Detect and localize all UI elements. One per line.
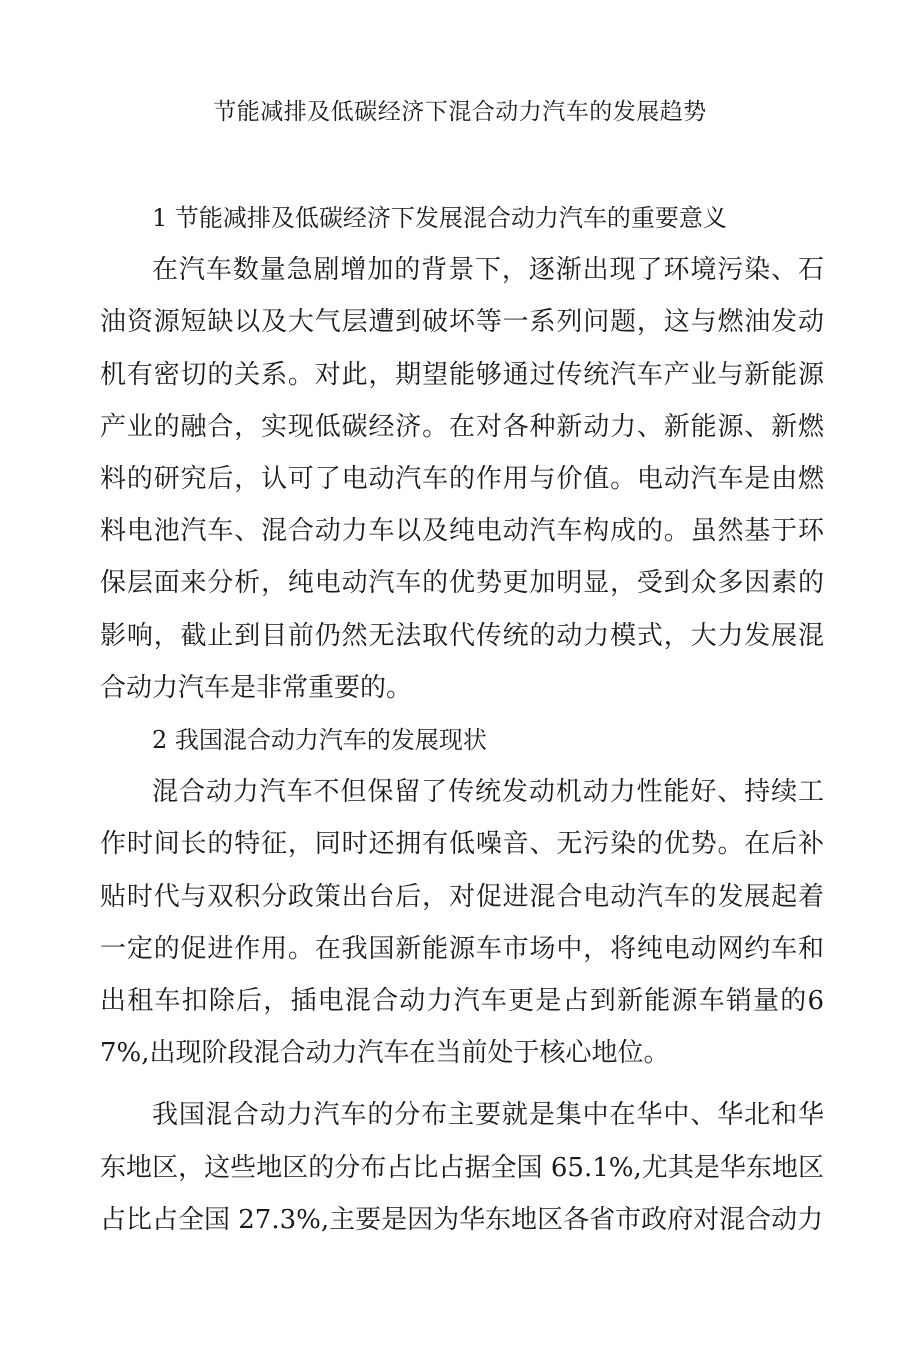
section-2-paragraph-2: 我国混合动力汽车的分布主要就是集中在华中、华北和华东地区，这些地区的分布占比占据全国 65.1%,尤其是华东地区占比占全国 27.3%,主要是因为华东地区各省市政府对混合动力 bbox=[100, 1100, 824, 1235]
section-2-heading: 2 我国混合动力汽车的发展现状 bbox=[152, 726, 487, 755]
section-2-paragraph-1: 混合动力汽车不但保留了传统发动机动力性能好、持续工作时间长的特征，同时还拥有低噪音、无污染的优势。在后补贴时代与双积分政策出台后，对促进混合电动汽车的发展起着一定的促进作用。在我国新能源车市场中，将纯电动网约车和出租车扣除后，插电混合动力汽车更是占到新能源车销量的67%,出现阶段混合动力汽车在当前处于核心地位。 bbox=[100, 777, 824, 1069]
document-title: 节能减排及低碳经济下混合动力汽车的发展趋势 bbox=[213, 99, 707, 125]
section-1-paragraph-1: 在汽车数量急剧增加的背景下，逐渐出现了环境污染、石油资源短缺以及大气层遭到破坏等一系列问题，这与燃油发动机有密切的关系。对此，期望能够通过传统汽车产业与新能源产业的融合，实现低碳经济。在对各种新动力、新能源、新燃料的研究后，认可了电动汽车的作用与价值。电动汽车是由燃料电池汽车、混合动力车以及纯电动汽车构成的。虽然基于环保层面来分析，纯电动汽车的优势更加明显，受到众多因素的影响，截止到目前仍然无法取代传统的动力模式，大力发展混合动力汽车是非常重要的。 bbox=[100, 255, 824, 703]
section-1-heading: 1 节能减排及低碳经济下发展混合动力汽车的重要意义 bbox=[152, 204, 727, 232]
document-body bbox=[100, 192, 824, 1246]
